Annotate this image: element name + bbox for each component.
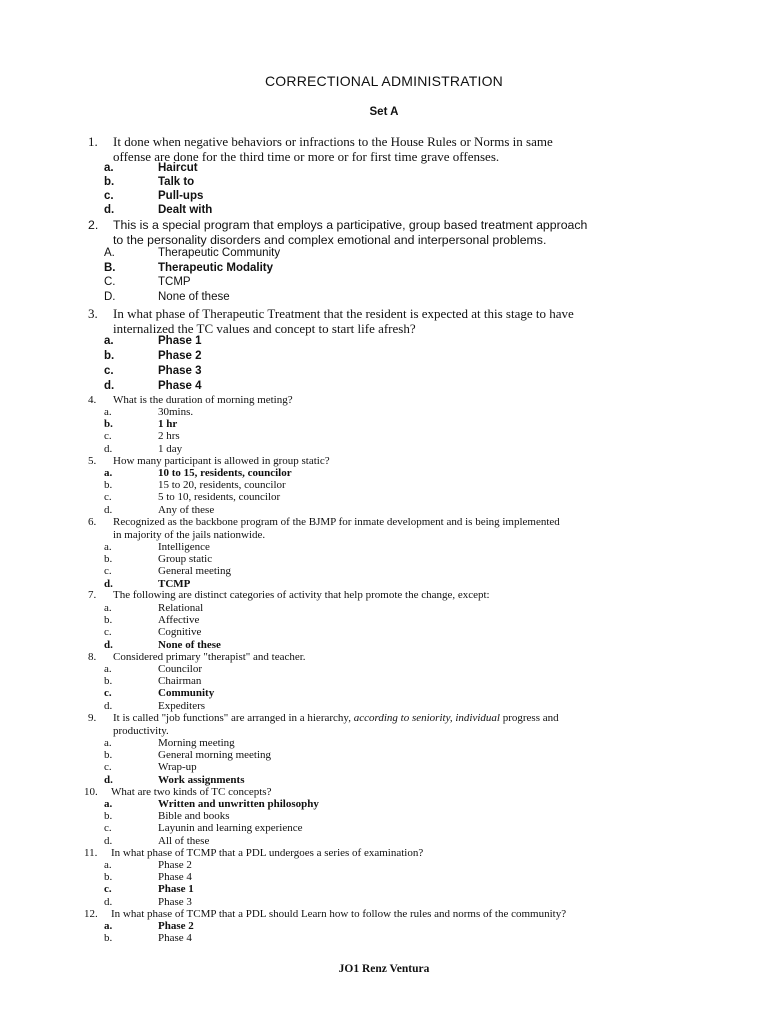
option-letter: c. <box>104 761 112 774</box>
option-text: Therapeutic Community <box>158 247 281 259</box>
option-letter: b. <box>104 810 113 823</box>
option-text: Haircut <box>158 162 198 174</box>
option-letter: d. <box>104 380 115 392</box>
option-text: TCMP <box>158 577 191 590</box>
option-text: Relational <box>158 602 204 614</box>
option-text: Phase 4 <box>158 932 192 945</box>
option-letter: b. <box>104 675 113 688</box>
option-letter: D. <box>104 291 116 304</box>
option-letter: a. <box>104 162 114 174</box>
option-text: Phase 2 <box>158 920 194 932</box>
option-letter: d. <box>104 895 113 908</box>
option-text: Pull-ups <box>158 190 204 202</box>
option-letter: d. <box>104 204 115 216</box>
question-number: 4. <box>88 394 97 406</box>
option-text: Phase 3 <box>158 895 192 908</box>
option-letter: a. <box>104 467 113 479</box>
option-letter: a. <box>104 737 112 749</box>
question-text: Considered primary "therapist" and teacher. <box>113 651 306 663</box>
option-text: Wrap-up <box>158 761 197 774</box>
option-text: Layunin and learning experience <box>158 822 303 835</box>
option-text: Any of these <box>158 503 215 516</box>
option-letter: d. <box>104 503 113 516</box>
option-text: Phase 4 <box>158 871 192 884</box>
option-text: Councilor <box>158 663 202 675</box>
option-text: Therapeutic Modality <box>158 261 274 274</box>
question-text: It done when negative behaviors or infractions to the House Rules or Norms in same <box>113 134 553 149</box>
question-text: In what phase of Therapeutic Treatment that the resident is expected at this stage to have <box>113 306 574 321</box>
question-text: Recognized as the backbone program of the BJMP for inmate development and is being implemented <box>113 516 560 528</box>
option-letter: d. <box>104 577 113 590</box>
option-letter: C. <box>104 276 116 289</box>
option-letter: a. <box>104 602 112 614</box>
option-text: Affective <box>158 614 200 627</box>
option-letter: b. <box>104 871 113 884</box>
question-text: What are two kinds of TC concepts? <box>111 786 272 798</box>
question-number: 11. <box>84 847 98 859</box>
option-letter: a. <box>104 920 113 932</box>
option-letter: b. <box>104 350 115 362</box>
option-letter: b. <box>104 553 113 566</box>
option-letter: A. <box>104 247 115 259</box>
option-letter: b. <box>104 614 113 627</box>
option-letter: c. <box>104 491 112 504</box>
option-text: Phase 4 <box>158 380 202 392</box>
option-text: None of these <box>158 291 230 304</box>
question-text: How many participant is allowed in group static? <box>113 455 330 467</box>
question-number: 7. <box>88 589 97 601</box>
option-text: 1 hr <box>158 418 178 431</box>
option-letter: a. <box>104 798 113 810</box>
option-letter: c. <box>104 687 112 700</box>
option-text: 30mins. <box>158 406 194 418</box>
option-letter: b. <box>104 749 113 762</box>
option-text: Bible and books <box>158 810 230 823</box>
option-letter: b. <box>104 176 115 188</box>
question-text: The following are distinct categories of activity that help promote the change, except: <box>113 589 490 601</box>
option-letter: a. <box>104 541 112 553</box>
author-footer: JO1 Renz Ventura <box>338 963 430 975</box>
option-text: 10 to 15, residents, councilor <box>158 467 292 479</box>
option-letter: b. <box>104 932 113 945</box>
option-letter: c. <box>104 565 112 578</box>
option-letter: b. <box>104 418 113 431</box>
option-text: Written and unwritten philosophy <box>158 798 319 810</box>
option-letter: a. <box>104 859 112 871</box>
page-title: CORRECTIONAL ADMINISTRATION <box>265 73 503 89</box>
option-letter: a. <box>104 406 112 418</box>
option-letter: b. <box>104 479 113 492</box>
question-number: 6. <box>88 516 97 528</box>
option-text: General morning meeting <box>158 749 272 762</box>
option-text: Expediters <box>158 699 206 712</box>
option-text: Phase 1 <box>158 883 194 896</box>
question-number: 5. <box>88 455 97 467</box>
question-number: 1. <box>88 134 98 149</box>
option-text: TCMP <box>158 276 191 289</box>
option-text: 1 day <box>158 442 183 455</box>
option-text: Morning meeting <box>158 737 235 749</box>
option-text: Dealt with <box>158 204 213 216</box>
question-text: It is called "job functions" are arranged in a hierarchy, according to seniority, individual progress and <box>113 712 559 724</box>
option-text: Work assignments <box>158 773 245 786</box>
question-number: 10. <box>84 786 98 798</box>
question-text: offense are done for the third time or more or for first time grave offenses. <box>113 149 500 164</box>
question-text: In what phase of TCMP that a PDL should Learn how to follow the rules and norms of the community? <box>111 908 567 920</box>
question-number: 3. <box>88 306 98 321</box>
option-text: Phase 3 <box>158 365 202 377</box>
option-letter: a. <box>104 335 114 347</box>
option-text: General meeting <box>158 565 231 578</box>
option-letter: c. <box>104 430 112 443</box>
question-text: productivity. <box>113 724 169 737</box>
option-letter: d. <box>104 638 113 651</box>
option-text: Cognitive <box>158 626 202 639</box>
option-text: All of these <box>158 834 210 847</box>
option-text: None of these <box>158 638 221 651</box>
option-text: Group static <box>158 553 213 566</box>
option-text: Talk to <box>158 176 195 188</box>
question-text: internalized the TC values and concept to start life afresh? <box>113 321 416 336</box>
option-text: Phase 1 <box>158 335 202 347</box>
option-letter: c. <box>104 190 114 202</box>
question-text: This is a special program that employs a participative, group based treatment approach <box>113 218 588 232</box>
option-text: Phase 2 <box>158 859 192 871</box>
option-letter: a. <box>104 663 112 675</box>
question-text: In what phase of TCMP that a PDL undergoes a series of examination? <box>111 847 424 859</box>
option-text: 2 hrs <box>158 430 180 443</box>
option-letter: d. <box>104 699 113 712</box>
option-text: Community <box>158 687 215 700</box>
option-letter: c. <box>104 883 112 896</box>
option-letter: c. <box>104 365 114 377</box>
option-text: 5 to 10, residents, councilor <box>158 491 281 504</box>
question-text: to the personality disorders and complex emotional and interpersonal problems. <box>113 233 547 247</box>
option-letter: c. <box>104 626 112 639</box>
option-letter: d. <box>104 442 113 455</box>
option-text: 15 to 20, residents, councilor <box>158 479 286 492</box>
option-text: Intelligence <box>158 541 210 553</box>
option-letter: c. <box>104 822 112 835</box>
option-letter: d. <box>104 834 113 847</box>
option-text: Phase 2 <box>158 350 202 362</box>
question-number: 12. <box>84 908 98 920</box>
option-letter: B. <box>104 261 116 274</box>
set-label: Set A <box>369 106 399 118</box>
question-number: 9. <box>88 712 97 724</box>
question-text: What is the duration of morning meting? <box>113 394 293 406</box>
option-letter: d. <box>104 773 113 786</box>
question-number: 2. <box>88 218 99 232</box>
question-number: 8. <box>88 651 97 663</box>
question-text: in majority of the jails nationwide. <box>113 528 266 541</box>
option-text: Chairman <box>158 675 202 688</box>
